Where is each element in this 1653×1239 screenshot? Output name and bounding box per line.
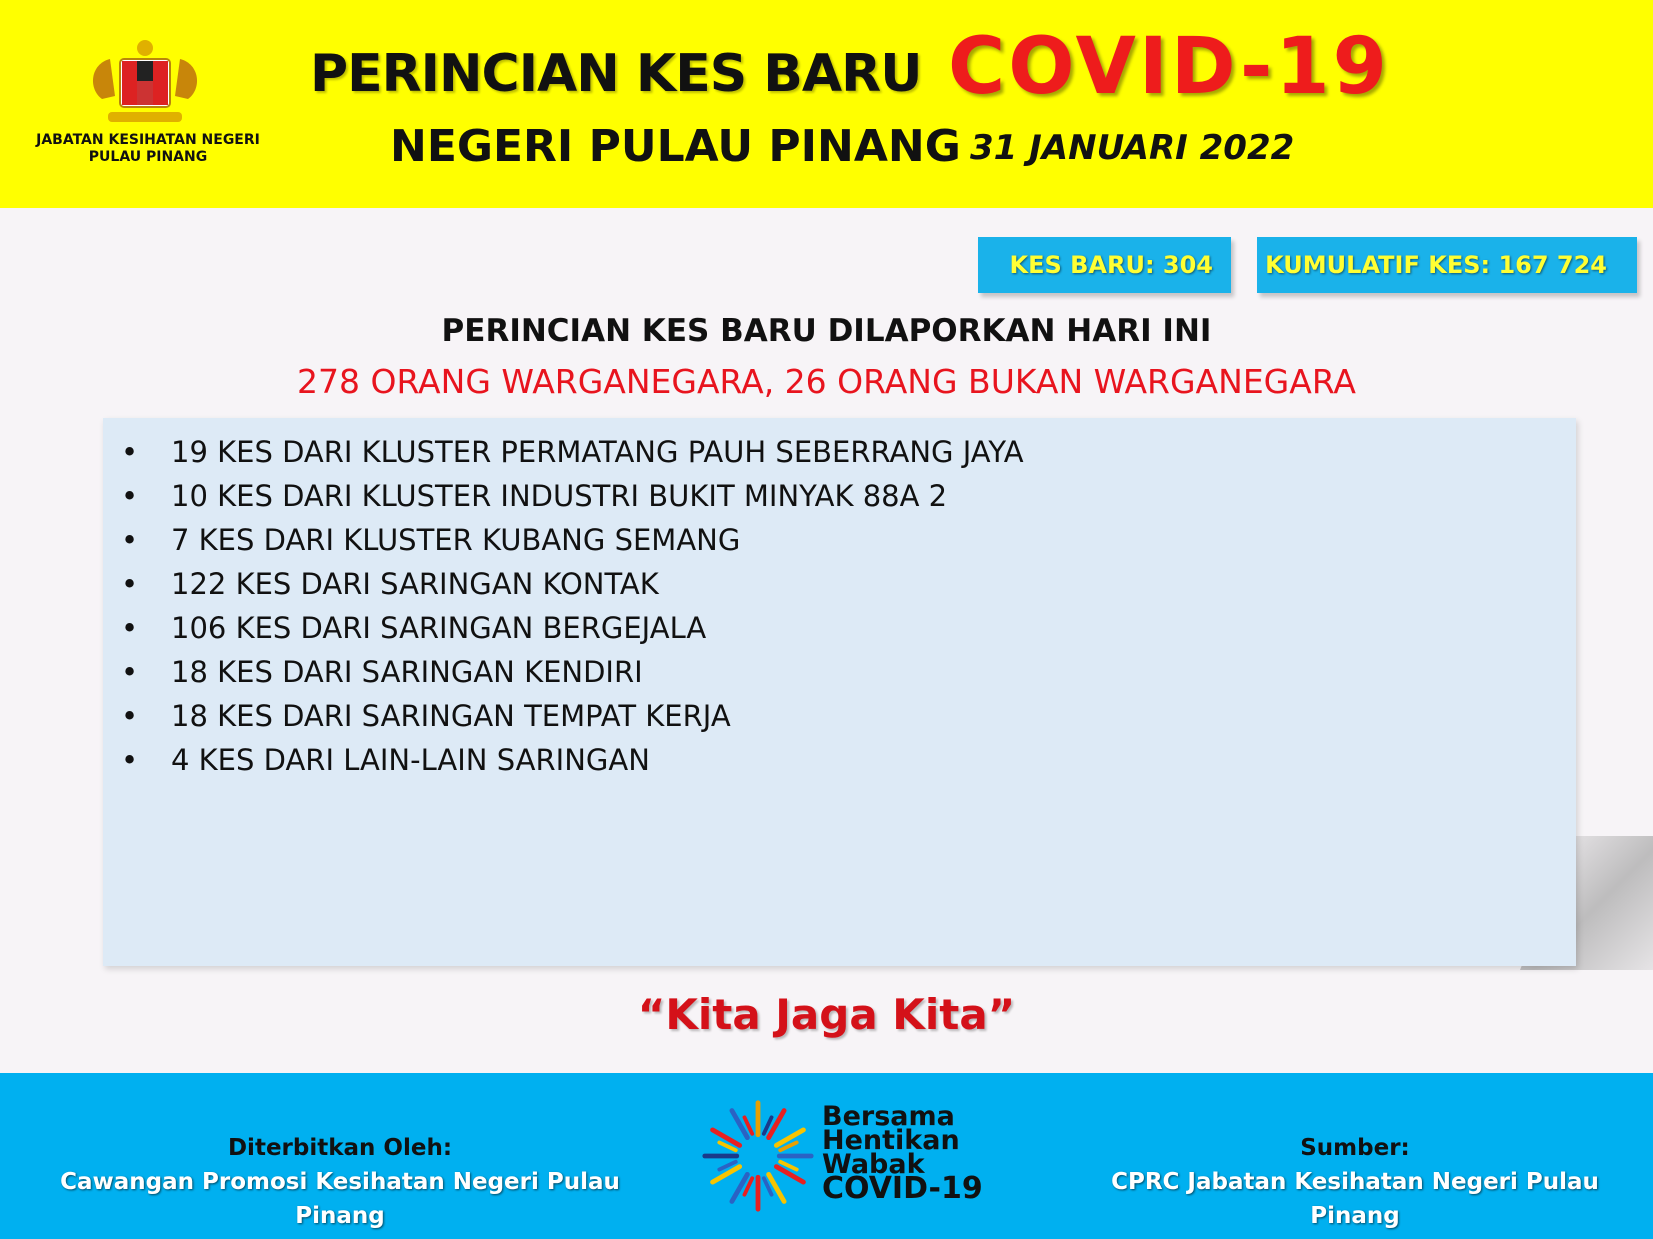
list-item <box>103 738 1576 782</box>
list-item-text: 19 KES DARI KLUSTER PERMATANG PAUH SEBERRANG JAYA <box>171 435 1024 469</box>
source-block <box>1080 1131 1630 1233</box>
list-item <box>103 562 1576 606</box>
source-label: Sumber: <box>1300 1135 1410 1161</box>
list-item <box>103 650 1576 694</box>
source-name: CPRC Jabatan Kesihatan Negeri Pulau Pinang <box>1111 1169 1599 1229</box>
list-item-text: 10 KES DARI KLUSTER INDUSTRI BUKIT MINYAK 88A 2 <box>171 479 948 513</box>
cumulative-cases-badge: KUMULATIF KES: 167 724 <box>1257 237 1637 293</box>
title-covid: COVID-19 <box>948 22 1390 112</box>
list-item <box>103 518 1576 562</box>
coat-of-arms-icon <box>80 34 210 134</box>
sunburst-icon <box>700 1098 816 1214</box>
list-item-text: 18 KES DARI SARINGAN KENDIRI <box>171 655 643 689</box>
section-subtitle: 278 ORANG WARGANEGARA, 26 ORANG BUKAN WARGANEGARA <box>297 362 1356 401</box>
list-item-text: 4 KES DARI LAIN-LAIN SARINGAN <box>171 743 650 777</box>
publisher-label: Diterbitkan Oleh: <box>227 1135 453 1161</box>
campaign-logo-text <box>822 1101 983 1206</box>
list-item <box>103 694 1576 738</box>
campaign-word: COVID-19 <box>822 1171 983 1206</box>
new-cases-badge: KES BARU: 304 <box>978 237 1231 293</box>
list-item-text: 122 KES DARI SARINGAN KONTAK <box>171 567 659 601</box>
report-date: 31 JANUARI 2022 <box>970 128 1295 168</box>
bullet-icon: • <box>121 611 139 645</box>
section-title: PERINCIAN KES BARU DILAPORKAN HARI INI <box>441 313 1212 349</box>
case-list-box <box>103 418 1576 966</box>
slogan: “Kita Jaga Kita” <box>637 990 1016 1039</box>
list-item <box>103 606 1576 650</box>
bullet-icon: • <box>121 435 139 469</box>
header-banner <box>0 0 1653 208</box>
case-list <box>103 418 1576 782</box>
campaign-word: Hentikan <box>822 1125 960 1156</box>
publisher-block <box>40 1131 640 1233</box>
bullet-icon: • <box>121 743 139 777</box>
campaign-word: Wabak <box>822 1149 925 1180</box>
list-item <box>103 430 1576 474</box>
list-item <box>103 474 1576 518</box>
bullet-icon: • <box>121 567 139 601</box>
bullet-icon: • <box>121 699 139 733</box>
list-item-text: 7 KES DARI KLUSTER KUBANG SEMANG <box>171 523 741 557</box>
title-line2: NEGERI PULAU PINANG <box>390 121 961 172</box>
bullet-icon: • <box>121 655 139 689</box>
publisher-name: Cawangan Promosi Kesihatan Negeri Pulau Pinang <box>60 1169 620 1229</box>
department-name: JABATAN KESIHATAN NEGERI PULAU PINANG <box>36 132 260 165</box>
footer-banner <box>0 1073 1653 1239</box>
list-item-text: 18 KES DARI SARINGAN TEMPAT KERJA <box>171 699 731 733</box>
list-item-text: 106 KES DARI SARINGAN BERGEJALA <box>171 611 707 645</box>
title-line1: PERINCIAN KES BARU <box>310 44 922 104</box>
campaign-word: Bersama <box>822 1101 955 1132</box>
bullet-icon: • <box>121 479 139 513</box>
bullet-icon: • <box>121 523 139 557</box>
